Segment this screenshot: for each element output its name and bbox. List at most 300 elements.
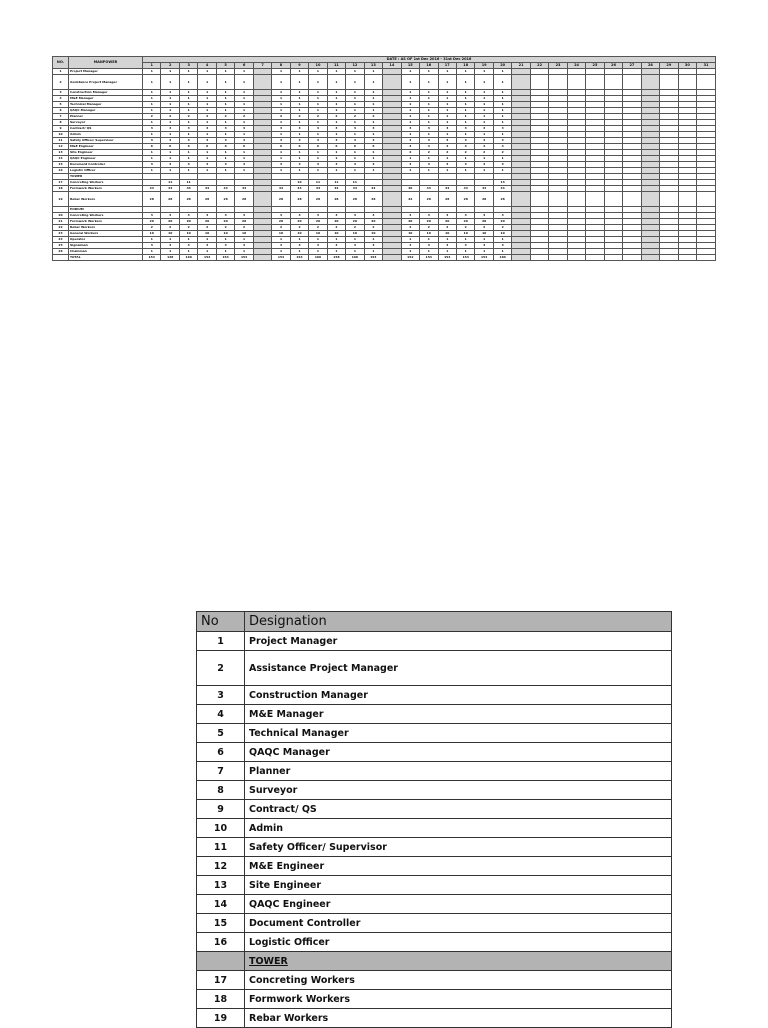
sheet-cell: 20 — [143, 219, 161, 225]
sheet-cell: 1 — [272, 120, 290, 126]
sheet-cell: 28 — [216, 192, 234, 207]
sheet-cell: 1 — [143, 120, 161, 126]
sheet-cell: 6 — [143, 144, 161, 150]
sheet-body — [53, 69, 716, 261]
sheet-cell: 3 — [475, 138, 493, 144]
sheet-cell: 1 — [143, 150, 161, 156]
sheet-cell: 28 — [327, 192, 345, 207]
sheet-cell: 10 — [456, 231, 474, 237]
sheet-row-label: Concreting Workers — [69, 213, 143, 219]
sheet-cell: 3 — [475, 126, 493, 132]
designation-no: 7 — [197, 762, 245, 781]
sheet-cell: 1 — [179, 156, 197, 162]
sheet-cell: 1 — [401, 114, 419, 120]
sheet-day-header: 1 — [143, 63, 161, 69]
sheet-cell: 1 — [179, 132, 197, 138]
sheet-cell: 20 — [475, 219, 493, 225]
designation-row — [197, 724, 672, 743]
sheet-cell: 1 — [456, 237, 474, 243]
sheet-cell: 3 — [309, 162, 327, 168]
sheet-cell: 1 — [272, 90, 290, 96]
sheet-cell: 3 — [493, 243, 511, 249]
sheet-cell: 3 — [179, 243, 197, 249]
sheet-day-header: 23 — [549, 63, 567, 69]
sheet-cell: 1 — [309, 108, 327, 114]
sheet-cell: 3 — [309, 126, 327, 132]
sheet-cell: 3 — [364, 213, 382, 219]
sheet-cell: 28 — [161, 192, 179, 207]
designation-name: QAQC Engineer — [245, 895, 672, 914]
sheet-cell: 2 — [438, 225, 456, 231]
sheet-cell: 44 — [420, 186, 438, 192]
designation-name: Document Controller — [245, 914, 672, 933]
designation-row — [197, 933, 672, 952]
designation-no: 2 — [197, 651, 245, 686]
sheet-cell: 10 — [420, 231, 438, 237]
sheet-cell: 1 — [309, 96, 327, 102]
sheet-cell: 1 — [401, 69, 419, 75]
sheet-cell: 2 — [456, 225, 474, 231]
sheet-cell: 1 — [346, 108, 364, 114]
sheet-cell: 10 — [290, 231, 308, 237]
sheet-cell: 1 — [401, 96, 419, 102]
sheet-cell: 1 — [235, 69, 253, 75]
sheet-row-no: 14 — [53, 156, 69, 162]
sheet-cell: 28 — [272, 192, 290, 207]
sheet-cell: 1 — [346, 249, 364, 255]
sheet-cell: 3 — [346, 162, 364, 168]
sheet-cell: 6 — [309, 144, 327, 150]
designation-no: 18 — [197, 990, 245, 1009]
sheet-cell: 1 — [364, 75, 382, 90]
sheet-cell: 3 — [161, 162, 179, 168]
sheet-cell: 1 — [272, 108, 290, 114]
sheet-cell: 1 — [346, 69, 364, 75]
designation-name: Admin — [245, 819, 672, 838]
sheet-cell: 1 — [438, 114, 456, 120]
sheet-row-label: Formwork Workers — [69, 186, 143, 192]
sheet-cell: 1 — [475, 69, 493, 75]
sheet-cell: 1 — [216, 150, 234, 156]
sheet-cell: 1 — [493, 156, 511, 162]
sheet-cell — [660, 75, 678, 90]
sheet-cell: 1 — [216, 69, 234, 75]
sheet-cell: 10 — [309, 231, 327, 237]
designation-name: Logistic Officer — [245, 933, 672, 952]
sheet-cell: 3 — [309, 243, 327, 249]
sheet-cell: 2 — [216, 114, 234, 120]
designation-no: 5 — [197, 724, 245, 743]
sheet-cell: 1 — [143, 90, 161, 96]
sheet-day-header: 30 — [678, 63, 696, 69]
sheet-cell: 3 — [327, 243, 345, 249]
sheet-cell: 1 — [198, 69, 216, 75]
sheet-cell: 1 — [475, 90, 493, 96]
sheet-cell: 1 — [346, 132, 364, 138]
sheet-cell — [604, 255, 622, 261]
sheet-cell: 154 — [364, 255, 382, 261]
sheet-cell: 1 — [493, 237, 511, 243]
sheet-cell: 1 — [327, 102, 345, 108]
sheet-cell: 1 — [216, 132, 234, 138]
sheet-cell: 1 — [420, 237, 438, 243]
sheet-cell: 44 — [290, 186, 308, 192]
sheet-cell: 1 — [272, 132, 290, 138]
sheet-day-header: 28 — [641, 63, 659, 69]
sheet-row-no: 7 — [53, 114, 69, 120]
sheet-cell: 1 — [438, 75, 456, 90]
sheet-cell: 1 — [475, 120, 493, 126]
sheet-cell: 1 — [420, 96, 438, 102]
sheet-cell: 28 — [143, 192, 161, 207]
sheet-cell: 44 — [438, 186, 456, 192]
sheet-cell: 11 — [327, 180, 345, 186]
sheet-cell: 1 — [143, 237, 161, 243]
sheet-cell: 2 — [475, 150, 493, 156]
sheet-cell: 44 — [179, 186, 197, 192]
sheet-cell: 1 — [198, 75, 216, 90]
sheet-row-label: Construction Manager — [69, 90, 143, 96]
sheet-cell — [641, 255, 659, 261]
sheet-cell: 44 — [143, 186, 161, 192]
sheet-cell: 10 — [198, 231, 216, 237]
sheet-cell: 20 — [161, 219, 179, 225]
sheet-cell: 1 — [327, 132, 345, 138]
sheet-cell — [530, 75, 548, 90]
sheet-cell: 44 — [198, 186, 216, 192]
sheet-cell — [530, 255, 548, 261]
sheet-cell: 1 — [475, 249, 493, 255]
sheet-cell: 28 — [290, 192, 308, 207]
sheet-day-header: 18 — [456, 63, 474, 69]
sheet-day-header: 31 — [697, 63, 716, 69]
designation-row — [197, 632, 672, 651]
designation-row — [197, 686, 672, 705]
sheet-row-no: 22 — [53, 225, 69, 231]
sheet-cell: 1 — [198, 120, 216, 126]
sheet-cell — [678, 255, 696, 261]
sheet-cell: 3 — [143, 243, 161, 249]
sheet-cell: 1 — [401, 237, 419, 243]
sheet-cell: 154 — [272, 255, 290, 261]
designation-no: 13 — [197, 876, 245, 895]
sheet-cell: 2 — [309, 114, 327, 120]
sheet-cell: 1 — [179, 102, 197, 108]
sheet-cell: 1 — [272, 102, 290, 108]
sheet-cell — [697, 75, 716, 90]
sheet-cell: 1 — [161, 132, 179, 138]
sheet-cell: 1 — [493, 108, 511, 114]
sheet-cell: 3 — [346, 243, 364, 249]
sheet-cell: 1 — [179, 249, 197, 255]
sheet-row-label: Technical Manager — [69, 102, 143, 108]
sheet-cell — [623, 192, 641, 207]
sheet-cell — [549, 75, 567, 90]
sheet-cell: 2 — [272, 114, 290, 120]
sheet-cell: 1 — [493, 249, 511, 255]
sheet-cell: 3 — [198, 162, 216, 168]
sheet-cell: 154 — [420, 255, 438, 261]
sheet-cell: 2 — [143, 114, 161, 120]
sheet-cell — [623, 75, 641, 90]
sheet-cell: 2 — [179, 225, 197, 231]
sheet-cell — [641, 75, 659, 90]
sheet-cell: 1 — [309, 156, 327, 162]
sheet-cell: 1 — [216, 96, 234, 102]
designation-no: 19 — [197, 1009, 245, 1028]
sheet-cell: 160 — [309, 255, 327, 261]
sheet-cell: 3 — [143, 126, 161, 132]
sheet-cell: 1 — [216, 90, 234, 96]
sheet-cell: 3 — [272, 126, 290, 132]
sheet-cell — [512, 255, 530, 261]
designation-name-header: Designation — [245, 612, 672, 632]
designation-no: 16 — [197, 933, 245, 952]
sheet-cell: 1 — [161, 69, 179, 75]
sheet-cell: 2 — [272, 225, 290, 231]
designation-no: 8 — [197, 781, 245, 800]
sheet-cell: 2 — [143, 225, 161, 231]
sheet-row-label: QAQC Manager — [69, 108, 143, 114]
sheet-day-header: 8 — [272, 63, 290, 69]
sheet-cell: 3 — [198, 213, 216, 219]
sheet-cell: 1 — [327, 75, 345, 90]
sheet-cell: 1 — [235, 96, 253, 102]
sheet-cell: 4 — [493, 144, 511, 150]
sheet-cell: 1 — [143, 102, 161, 108]
sheet-row — [53, 255, 716, 261]
sheet-cell: 6 — [198, 144, 216, 150]
sheet-cell: 1 — [401, 90, 419, 96]
sheet-cell: 2 — [327, 225, 345, 231]
sheet-day-header: 16 — [420, 63, 438, 69]
sheet-cell: 1 — [493, 168, 511, 174]
sheet-cell: 1 — [309, 237, 327, 243]
sheet-cell: 1 — [364, 168, 382, 174]
sheet-cell: 1 — [456, 156, 474, 162]
sheet-cell: 1 — [346, 102, 364, 108]
sheet-cell: 2 — [493, 150, 511, 156]
designation-row — [197, 762, 672, 781]
sheet-cell: 1 — [438, 90, 456, 96]
designation-table — [196, 611, 672, 1028]
sheet-cell: 154 — [290, 255, 308, 261]
designation-name: Formwork Workers — [245, 990, 672, 1009]
sheet-cell: 1 — [420, 132, 438, 138]
sheet-cell: 3 — [161, 138, 179, 144]
sheet-row-label: Chainman — [69, 249, 143, 255]
sheet-cell: 1 — [456, 114, 474, 120]
sheet-cell — [512, 75, 530, 90]
sheet-cell: 1 — [456, 249, 474, 255]
sheet-cell: 20 — [401, 219, 419, 225]
sheet-cell: 44 — [475, 186, 493, 192]
sheet-cell: 20 — [327, 219, 345, 225]
sheet-cell — [549, 255, 567, 261]
sheet-cell: 1 — [420, 69, 438, 75]
sheet-cell: 1 — [198, 150, 216, 156]
sheet-cell — [586, 75, 604, 90]
sheet-cell: 1 — [401, 156, 419, 162]
sheet-cell: 3 — [272, 243, 290, 249]
sheet-cell: 6 — [179, 144, 197, 150]
sheet-row-no: 11 — [53, 138, 69, 144]
sheet-cell: 158 — [327, 255, 345, 261]
sheet-cell: 1 — [198, 90, 216, 96]
sheet-day-header: 21 — [512, 63, 530, 69]
sheet-cell: 1 — [216, 102, 234, 108]
sheet-cell: 1 — [456, 102, 474, 108]
sheet-cell: 1 — [475, 75, 493, 90]
sheet-cell: 154 — [456, 255, 474, 261]
designation-name: Safety Officer/ Supervisor — [245, 838, 672, 857]
sheet-day-header: 29 — [660, 63, 678, 69]
sheet-cell: 6 — [290, 144, 308, 150]
sheet-cell: 1 — [456, 69, 474, 75]
sheet-cell: 20 — [420, 219, 438, 225]
sheet-cell: 1 — [475, 96, 493, 102]
sheet-cell: 3 — [198, 126, 216, 132]
designation-no-header: No — [197, 612, 245, 632]
sheet-cell: 1 — [161, 168, 179, 174]
sheet-cell: 6 — [327, 144, 345, 150]
sheet-cell: 3 — [420, 213, 438, 219]
sheet-cell: 3 — [272, 162, 290, 168]
sheet-cell: 44 — [235, 186, 253, 192]
sheet-cell: 154 — [143, 255, 161, 261]
sheet-cell: 20 — [346, 219, 364, 225]
sheet-cell — [678, 192, 696, 207]
sheet-cell: 1 — [198, 249, 216, 255]
sheet-cell: 1 — [272, 96, 290, 102]
sheet-cell: 1 — [143, 96, 161, 102]
sheet-cell: 3 — [216, 126, 234, 132]
sheet-row-no: 1 — [53, 69, 69, 75]
sheet-cell: 1 — [401, 108, 419, 114]
designation-row — [197, 819, 672, 838]
sheet-cell: 1 — [456, 132, 474, 138]
sheet-cell: 3 — [475, 162, 493, 168]
sheet-cell: 1 — [143, 168, 161, 174]
sheet-cell: 1 — [346, 156, 364, 162]
sheet-cell: 3 — [456, 213, 474, 219]
sheet-cell: 6 — [161, 144, 179, 150]
sheet-cell: 1 — [272, 168, 290, 174]
sheet-cell: 1 — [235, 120, 253, 126]
sheet-cell: 1 — [309, 75, 327, 90]
sheet-cell: 1 — [198, 156, 216, 162]
sheet-cell — [604, 192, 622, 207]
sheet-cell: 1 — [143, 69, 161, 75]
sheet-cell: 1 — [327, 90, 345, 96]
sheet-cell: 2 — [198, 225, 216, 231]
sheet-cell: 20 — [290, 219, 308, 225]
sheet-cell: 160 — [493, 255, 511, 261]
sheet-cell: 2 — [456, 150, 474, 156]
sheet-row-label: TOTAL — [69, 255, 143, 261]
sheet-cell: 1 — [493, 120, 511, 126]
sheet-cell: 3 — [179, 138, 197, 144]
sheet-cell: 1 — [401, 120, 419, 126]
sheet-row-label: Admin — [69, 132, 143, 138]
sheet-cell: 1 — [364, 108, 382, 114]
sheet-cell: 1 — [309, 69, 327, 75]
sheet-cell: 1 — [290, 132, 308, 138]
sheet-cell: 3 — [438, 213, 456, 219]
sheet-row-label: Planner — [69, 114, 143, 120]
sheet-cell: 1 — [143, 132, 161, 138]
sheet-cell: 1 — [327, 108, 345, 114]
sheet-row-no: 5 — [53, 102, 69, 108]
sheet-cell: 1 — [456, 120, 474, 126]
sheet-cell: 1 — [235, 249, 253, 255]
sheet-day-header: 10 — [309, 63, 327, 69]
sheet-cell: 1 — [475, 156, 493, 162]
designation-no: 11 — [197, 838, 245, 857]
sheet-cell: 2 — [346, 114, 364, 120]
sheet-day-header: 12 — [346, 63, 364, 69]
sheet-cell: 3 — [290, 126, 308, 132]
sheet-cell: 3 — [420, 243, 438, 249]
sheet-cell — [660, 192, 678, 207]
sheet-cell: 1 — [272, 75, 290, 90]
sheet-row — [53, 192, 716, 207]
designation-row — [197, 971, 672, 990]
sheet-cell: 20 — [493, 219, 511, 225]
sheet-cell: 1 — [401, 168, 419, 174]
sheet-cell: 154 — [198, 255, 216, 261]
sheet-cell: 1 — [493, 102, 511, 108]
sheet-cell: 10 — [272, 231, 290, 237]
sheet-cell: 1 — [420, 102, 438, 108]
sheet-cell: 1 — [493, 90, 511, 96]
sheet-cell: 1 — [456, 90, 474, 96]
sheet-cell: 28 — [456, 192, 474, 207]
sheet-row-no: 3 — [53, 90, 69, 96]
designation-header-row — [197, 612, 672, 632]
sheet-cell: 4 — [420, 144, 438, 150]
sheet-cell: 160 — [346, 255, 364, 261]
sheet-cell: 1 — [309, 249, 327, 255]
sheet-day-header: 3 — [179, 63, 197, 69]
designation-no: 1 — [197, 632, 245, 651]
sheet-cell: 28 — [420, 192, 438, 207]
sheet-cell: 1 — [290, 75, 308, 90]
sheet-cell: 2 — [161, 114, 179, 120]
sheet-cell: 2 — [235, 225, 253, 231]
sheet-cell — [253, 192, 271, 207]
sheet-cell: 1 — [235, 150, 253, 156]
sheet-cell: 3 — [198, 243, 216, 249]
designation-name: Surveyor — [245, 781, 672, 800]
sheet-row-no: 25 — [53, 243, 69, 249]
sheet-cell: 44 — [346, 186, 364, 192]
sheet-cell: 44 — [161, 186, 179, 192]
sheet-cell: 20 — [272, 219, 290, 225]
sheet-cell: 2 — [420, 150, 438, 156]
sheet-row-label: M&E Engineer — [69, 144, 143, 150]
sheet-day-header: 15 — [401, 63, 419, 69]
sheet-cell: 1 — [327, 120, 345, 126]
sheet-cell: 1 — [161, 156, 179, 162]
sheet-cell: 1 — [272, 69, 290, 75]
designation-name: Technical Manager — [245, 724, 672, 743]
sheet-cell: 6 — [216, 144, 234, 150]
sheet-cell: 28 — [309, 192, 327, 207]
sheet-cell: 1 — [179, 69, 197, 75]
designation-name: Construction Manager — [245, 686, 672, 705]
sheet-cell — [530, 192, 548, 207]
